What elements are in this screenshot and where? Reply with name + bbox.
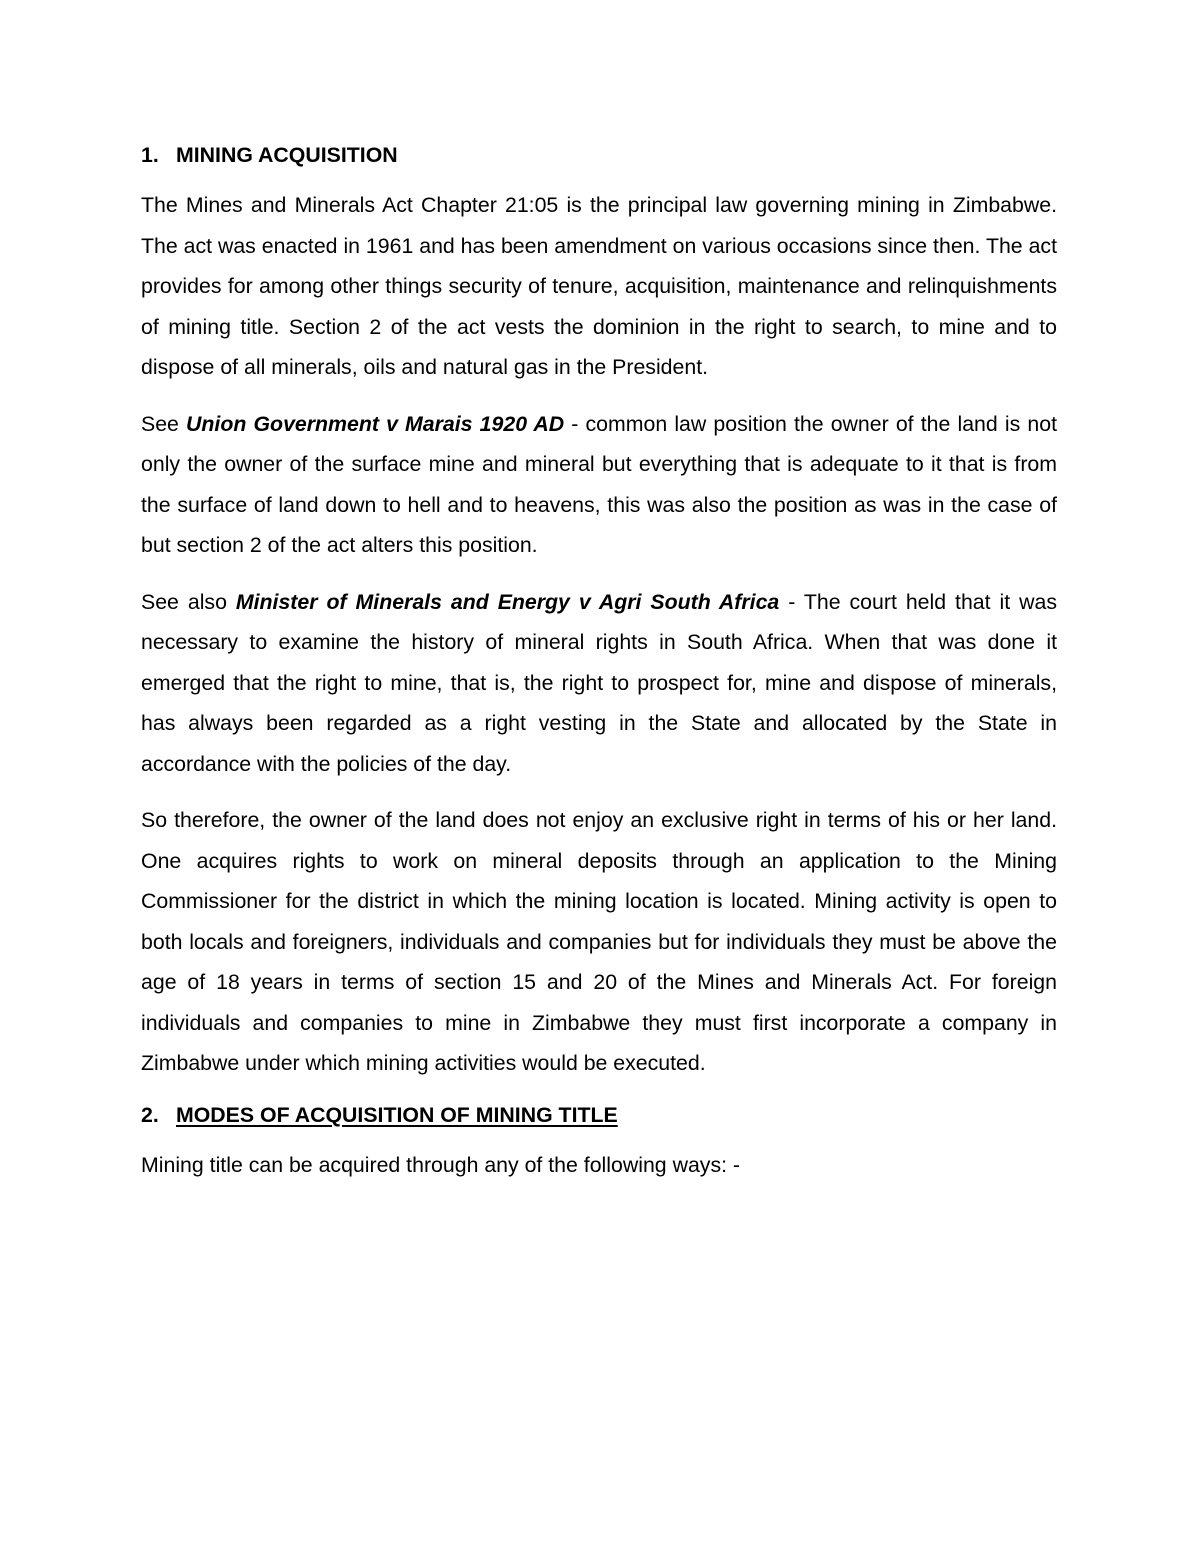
paragraph-land-owner-rights: So therefore, the owner of the land does not enjoy an exclusive right in terms of his or her land. One acquires rights to work on mineral deposits through an application to the Mining Commissioner for the district in which the mining location is located. Mining activity is open to both locals and foreigners, individuals and companies but for individuals they must be above the age of 18 years in terms of section 15 and 20 of the Mines and Minerals Act. For foreign individuals and companies to mine in Zimbabwe they must first incorporate a company in Zimbabwe under which mining activities would be executed. xyxy=(141,808,1057,1075)
section-number: 1. xyxy=(141,143,159,167)
paragraph-lead: See xyxy=(141,411,187,436)
section-title: MINING ACQUISITION xyxy=(176,143,398,167)
paragraph-mines-act: The Mines and Minerals Act Chapter 21:05 is the principal law governing mining in Zimbabwe. The act was enacted in 1961 and has been amendment on various occasions since then. The act provides for among other things security of tenure, acquisition, maintenance and relinquishments of mining title. Section 2 of the act vests the dominion in the right to search, to mine and to dispose of all minerals, oils and natural gas in the President. xyxy=(141,193,1057,379)
paragraph-text: - The court held that it was necessary to examine the history of mineral rights in South Africa. When that was done it emerged that the right to mine, that is, the right to prospect for, mine and dispose of minerals, has always been regarded as a right vesting in the State and allocated by the State in accordance with the policies of the day. xyxy=(141,589,1057,776)
section-title: MODES OF ACQUISITION OF MINING TITLE xyxy=(176,1102,618,1127)
paragraph-minister-case xyxy=(141,582,1057,785)
paragraph-mining-title-ways: Mining title can be acquired through any of the following ways: - xyxy=(141,1152,741,1177)
section-heading-modes-of-acquisition xyxy=(141,1100,1057,1130)
section-number: 2. xyxy=(141,1102,159,1127)
paragraph-union-government-case xyxy=(141,404,1057,566)
section-heading-mining-acquisition xyxy=(141,140,1057,170)
paragraph-text: - common law position the owner of the land is not only the owner of the surface mine and mineral but everything that is adequate to it that is from the surface of land down to hell and to heavens, this was also the position as was in the case of but section 2 of the act alters this position. xyxy=(141,411,1057,557)
document-page xyxy=(141,140,1057,1201)
case-citation-union-government: Union Government v Marais 1920 AD xyxy=(186,411,565,436)
paragraph-lead: See also xyxy=(141,589,236,614)
case-citation-minister-of-minerals: Minister of Minerals and Energy v Agri South Africa xyxy=(235,589,780,614)
